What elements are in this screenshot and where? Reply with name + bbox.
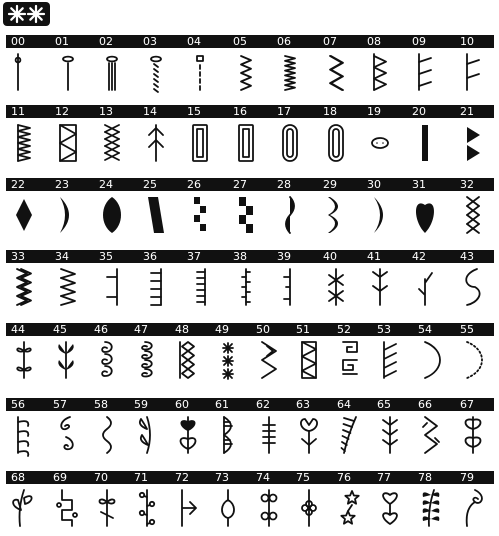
laurel-stitch-icon[interactable] [416,486,446,530]
satin-zigzag-stitch-icon[interactable] [321,50,351,94]
stitch-number: 61 [215,398,229,411]
stitch-number: 30 [367,178,381,191]
straight-stitch-center-icon[interactable] [53,50,83,94]
mode-badge[interactable] [3,2,50,26]
stitch-number: 45 [53,323,67,336]
arrow-tail-icon[interactable] [173,486,203,530]
tricot-zigzag-stitch-icon[interactable] [275,50,305,94]
stitch-number: 57 [53,398,67,411]
stitch-number: 37 [187,250,201,263]
stitch-row-header [6,35,494,48]
star-pair-icon[interactable] [335,486,365,530]
dotted-arc-icon[interactable] [458,338,488,382]
buttonhole-keyhole-icon[interactable] [321,121,351,165]
dot-vine-icon[interactable] [132,486,162,530]
spine-stitch-icon[interactable] [254,413,284,457]
stitch-number: 44 [11,323,25,336]
stitch-number: 19 [367,105,381,118]
stitch-number: 23 [55,178,69,191]
scallop-loop-icon[interactable] [458,265,488,309]
stitch-number: 03 [143,35,157,48]
fern-stitch-icon[interactable] [9,413,39,457]
heart-pair-icon[interactable] [375,486,405,530]
diamond-satin-icon[interactable] [9,193,39,237]
feather-stitch-icon[interactable] [141,121,171,165]
stitch-number: 53 [377,323,391,336]
stitch-number: 47 [134,323,148,336]
tulip-stitch-icon[interactable] [173,413,203,457]
heart-vine-icon[interactable] [9,338,39,382]
stitch-number: 60 [175,398,189,411]
stitch-row-header [6,105,494,118]
heart-satin-icon[interactable] [410,193,440,237]
stitch-number: 48 [175,323,189,336]
scale-stitch-icon[interactable] [213,413,243,457]
stitch-number: 51 [296,323,310,336]
stitch-number: 67 [460,398,474,411]
stitch-number: 65 [377,398,391,411]
stitch-number: 10 [460,35,474,48]
stitch-number: 14 [143,105,157,118]
stitch-number: 31 [412,178,426,191]
dotted-straight-stitch-icon[interactable] [141,50,171,94]
stitch-number: 72 [175,471,189,484]
overlock-stitch-icon[interactable] [365,50,395,94]
stitch-number: 34 [55,250,69,263]
droplet-chain-icon[interactable] [213,486,243,530]
ladder-stitch-icon[interactable] [141,265,171,309]
broken-bracket-icon[interactable] [231,265,261,309]
stitch-number: 49 [215,323,229,336]
half-moon-satin-icon[interactable] [365,193,395,237]
stitch-number: 36 [143,250,157,263]
stitch-number: 68 [11,471,25,484]
buttonhole-rounded-icon[interactable] [275,121,305,165]
fork-stitch-icon[interactable] [275,265,305,309]
stitch-number: 50 [256,323,270,336]
leaf-pair-icon[interactable] [132,413,162,457]
diamond-loop-icon[interactable] [173,338,203,382]
blind-hem-stitch-icon[interactable] [410,50,440,94]
lattice-stitch-icon[interactable] [53,265,83,309]
stitch-number: 55 [460,323,474,336]
checker-satin-icon[interactable] [231,193,261,237]
stitch-number: 20 [412,105,426,118]
bracket-stitch-icon[interactable] [97,265,127,309]
sprout-stitch-icon[interactable] [9,486,39,530]
diagonal-satin-icon[interactable] [141,193,171,237]
snowflake-column-icon[interactable] [213,338,243,382]
stitch-number: 77 [377,471,391,484]
stitch-number: 02 [99,35,113,48]
box-overlock-stitch-icon[interactable] [53,121,83,165]
stitch-number: 32 [460,178,474,191]
clover-stitch-icon[interactable] [294,486,324,530]
stitch-number: 42 [412,250,426,263]
stitch-number: 06 [277,35,291,48]
stitch-number: 70 [94,471,108,484]
stitch-number: 66 [418,398,432,411]
cross-stitch-icon[interactable] [458,193,488,237]
stitch-number: 38 [233,250,247,263]
stitch-number: 40 [323,250,337,263]
triangle-satin-icon[interactable] [458,121,488,165]
stitch-number: 04 [187,35,201,48]
stitch-number: 78 [418,471,432,484]
stitch-number: 54 [418,323,432,336]
stitch-number: 46 [94,323,108,336]
star-stitch-icon[interactable] [321,265,351,309]
stitch-number: 11 [11,105,25,118]
stitch-number: 74 [256,471,270,484]
stitch-row-header [6,471,494,484]
diamond-fill-icon[interactable] [294,338,324,382]
spiral-chain-icon[interactable] [132,338,162,382]
shell-tuck-stitch-icon[interactable] [9,121,39,165]
oval-satin-icon[interactable] [97,193,127,237]
zigzag-fill-icon[interactable] [254,338,284,382]
triple-straight-stitch-icon[interactable] [97,50,127,94]
stitch-number: 15 [187,105,201,118]
stitch-number: 28 [277,178,291,191]
serpentine-icon[interactable] [92,413,122,457]
stitch-number: 39 [277,250,291,263]
double-sparkle-icon [7,4,47,24]
stitch-number: 25 [143,178,157,191]
stitch-number: 79 [460,471,474,484]
stitch-number: 69 [53,471,67,484]
stitch-number: 00 [11,35,25,48]
feather-leaf-icon[interactable] [335,413,365,457]
hook-stitch-icon[interactable] [410,265,440,309]
stitch-number: 41 [367,250,381,263]
basting-stitch-icon[interactable] [185,50,215,94]
buttonhole-square-icon[interactable] [185,121,215,165]
leaf-vine-icon[interactable] [51,338,81,382]
stitch-number: 27 [233,178,247,191]
straight-stitch-left-icon[interactable] [9,50,39,94]
stitch-number: 75 [296,471,310,484]
stitch-number: 71 [134,471,148,484]
stitch-number: 73 [215,471,229,484]
bolt-leaf-icon[interactable] [416,413,446,457]
stitch-number: 01 [55,35,69,48]
arrow-fletch-icon[interactable] [375,338,405,382]
stitch-number: 52 [337,323,351,336]
bartack-icon[interactable] [410,121,440,165]
stretch-blind-hem-stitch-icon[interactable] [458,50,488,94]
wave-satin-icon[interactable] [275,193,305,237]
branch-stitch-icon[interactable] [365,265,395,309]
zigzag-block-satin-icon[interactable] [185,193,215,237]
stitch-number: 56 [11,398,25,411]
stitch-row-header [6,323,494,336]
button-sew-icon[interactable] [365,121,395,165]
stitch-number: 18 [323,105,337,118]
stitch-number: 29 [323,178,337,191]
greek-key-icon[interactable] [335,338,365,382]
leaf-branch-icon[interactable] [375,413,405,457]
stitch-number: 16 [233,105,247,118]
stitch-number: 22 [11,178,25,191]
stitch-number: 58 [94,398,108,411]
stitch-number: 12 [55,105,69,118]
stitch-row-header [6,178,494,191]
stitch-number: 26 [187,178,201,191]
arc-line-icon[interactable] [416,338,446,382]
double-curl-icon[interactable] [51,413,81,457]
honeycomb-stitch-icon[interactable] [97,121,127,165]
stitch-number: 05 [233,35,247,48]
flower-bud-icon[interactable] [294,413,324,457]
stitch-number: 59 [134,398,148,411]
stitch-number: 17 [277,105,291,118]
arch-satin-icon[interactable] [321,193,351,237]
stitch-number: 07 [323,35,337,48]
crescent-satin-icon[interactable] [53,193,83,237]
stitch-row-header [6,398,494,411]
stitch-row-header [6,250,494,263]
stitch-number: 13 [99,105,113,118]
zigzag-stitch-icon[interactable] [231,50,261,94]
double-overlock-icon[interactable] [9,265,39,309]
stitch-number: 35 [99,250,113,263]
comb-stitch-icon[interactable] [185,265,215,309]
loop-knot-icon[interactable] [254,486,284,530]
spiral-scroll-icon[interactable] [458,486,488,530]
stitch-number: 43 [460,250,474,263]
stitch-number: 76 [337,471,351,484]
bow-stitch-icon[interactable] [92,486,122,530]
loop-chain-icon[interactable] [92,338,122,382]
crenel-stitch-icon[interactable] [51,486,81,530]
leaf-chain-icon[interactable] [458,413,488,457]
buttonhole-narrow-icon[interactable] [231,121,261,165]
stitch-number: 63 [296,398,310,411]
stitch-number: 64 [337,398,351,411]
stitch-number: 33 [11,250,25,263]
stitch-number: 24 [99,178,113,191]
stitch-number: 21 [460,105,474,118]
stitch-number: 62 [256,398,270,411]
stitch-number: 08 [367,35,381,48]
stitch-number: 09 [412,35,426,48]
